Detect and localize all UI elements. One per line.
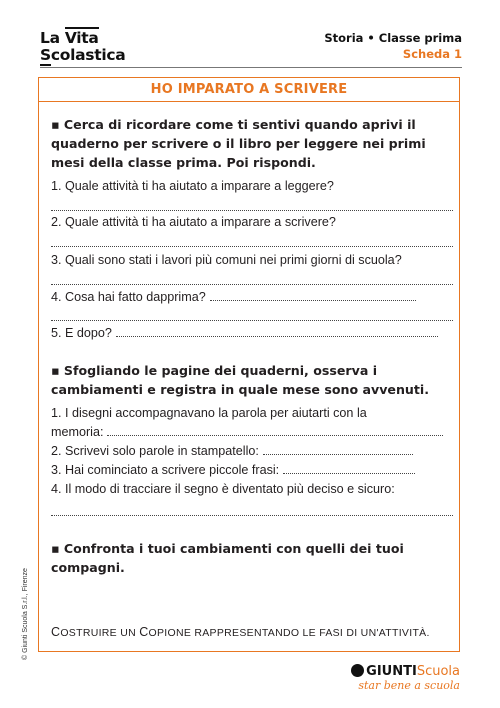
answer-line-3[interactable]	[51, 284, 453, 285]
logo-word-scolastica: colastica	[50, 46, 126, 64]
header-divider	[40, 67, 462, 68]
question-1: 1. Quale attività ti ha aiutato a imparare a leggere?	[51, 179, 334, 193]
title-divider	[39, 101, 459, 102]
la-vita-scolastica-logo	[40, 30, 125, 64]
giunti-scuola-logo	[351, 664, 460, 692]
question-2: 2. Quale attività ti ha aiutato a imparare a scrivere?	[51, 215, 336, 229]
copyright-text: © Giunti Scuola S.r.l., Firenze	[22, 568, 29, 660]
answer-item-4[interactable]	[51, 515, 453, 516]
answer-item-2[interactable]	[263, 453, 413, 455]
logo-word-vita: Vita	[64, 29, 99, 47]
question-4-row	[51, 288, 453, 307]
section2-instruction: ▪ Sfogliando le pagine dei quaderni, osserva i cambiamenti e registra in quale mese sono avvenuti.	[51, 363, 430, 397]
question-4: 4. Cosa hai fatto dapprima?	[51, 290, 206, 304]
item-3: 3. Hai cominciato a scrivere piccole frasi:	[51, 463, 280, 477]
answer-item-1[interactable]	[107, 434, 443, 436]
section3-instruction: ▪ Confronta i tuoi cambiamenti con quelli dei tuoi compagni.	[51, 541, 404, 575]
question-3: 3. Quali sono stati i lavori più comuni nei primi giorni di scuola?	[51, 253, 402, 267]
logo-word-la: La	[40, 29, 65, 47]
answer-line-5[interactable]	[116, 335, 438, 337]
answer-line-4b[interactable]	[51, 320, 453, 321]
subject-label: Storia • Classe prima	[324, 31, 462, 45]
item-3-row	[51, 461, 453, 480]
logo-letter-s: S	[40, 46, 51, 64]
brand-tagline: star bene a scuola	[358, 679, 460, 692]
brand-name-scuola: Scuola	[416, 664, 460, 679]
brand-name-giunti: GIUNTI	[366, 664, 417, 679]
section1-instruction: ▪ Cerca di ricordare come ti sentivi quando aprivi il quaderno per scrivere o il libro per leggere nei primi mesi della classe prima. Poi rispondi.	[51, 117, 426, 170]
task-rest-1: OSTRUIRE UN	[60, 627, 140, 639]
answer-line-4a[interactable]	[210, 299, 416, 301]
item-2-row	[51, 442, 453, 461]
question-5: 5. E dopo?	[51, 326, 112, 340]
worksheet-frame	[38, 77, 460, 652]
task-rest-2: OPIONE RAPPRESENTANDO LE FASI DI UN'ATTIVITÀ.	[148, 627, 430, 639]
task-text	[51, 625, 430, 639]
item-1-row	[51, 423, 453, 442]
answer-line-1[interactable]	[51, 210, 453, 211]
answer-line-2[interactable]	[51, 246, 453, 247]
item-4: 4. Il modo di tracciare il segno è diventato più deciso e sicuro:	[51, 482, 395, 496]
question-5-row	[51, 324, 453, 343]
item-1: 1. I disegni accompagnavano la parola per aiutarti con la	[51, 406, 367, 420]
answer-item-3[interactable]	[283, 472, 415, 474]
item-2: 2. Scrivevi solo parole in stampatello:	[51, 444, 259, 458]
item-1-cont: memoria:	[51, 425, 104, 439]
header-info	[324, 30, 462, 62]
task-cap-2: C	[139, 625, 149, 639]
giunti-g-icon	[351, 664, 364, 677]
task-cap-1: C	[51, 625, 61, 639]
sheet-label: Scheda 1	[402, 47, 462, 61]
worksheet-title: HO IMPARATO A SCRIVERE	[150, 82, 348, 97]
